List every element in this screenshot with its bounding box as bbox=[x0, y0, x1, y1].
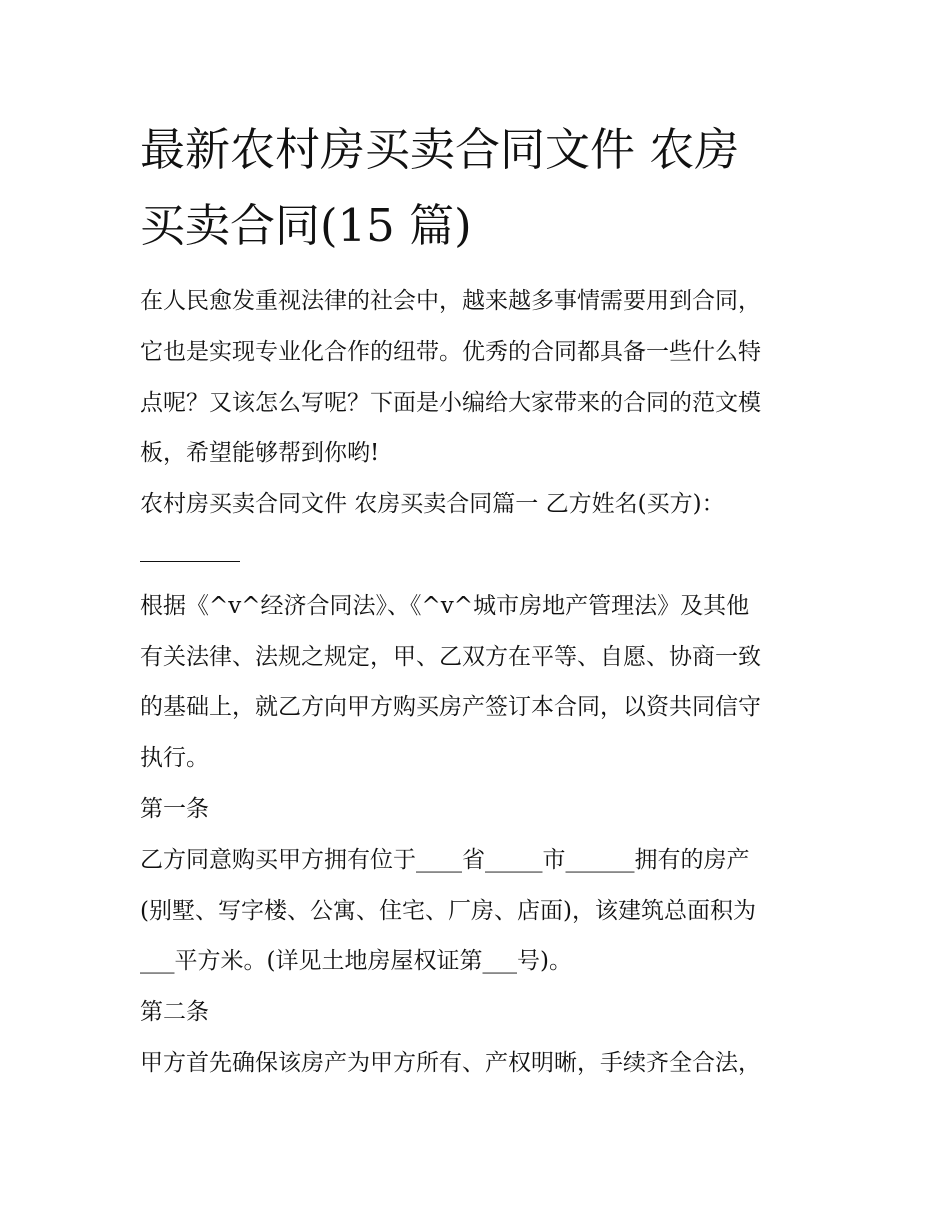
article-2-title: 第二条 bbox=[140, 999, 209, 1026]
basis-line-1: 根据《^v^经济合同法》、《^v^城市房地产管理法》及其他 bbox=[140, 592, 750, 619]
basis-line-2: 有关法律、法规之规定，甲、乙双方在平等、自愿、协商一致 bbox=[140, 643, 761, 670]
document-body bbox=[140, 276, 820, 1089]
intro-line-2: 它也是实现专业化合作的纽带。优秀的合同都具备一些什么特 bbox=[140, 338, 761, 365]
article-1-line-2: (别墅、写字楼、公寓、住宅、厂房、店面)，该建筑总面积为 bbox=[140, 897, 756, 924]
document-title bbox=[140, 112, 820, 264]
article-1-line-1: 乙方同意购买甲方拥有位于____省_____市______拥有的房产 bbox=[140, 846, 750, 873]
title-line-1: 最新农村房买卖合同文件 农房 bbox=[140, 123, 740, 176]
intro-line-1: 在人民愈发重视法律的社会中，越来越多事情需要用到合同， bbox=[140, 288, 761, 314]
article-1-line-3: ___平方米。(详见土地房屋权证第___号)。 bbox=[140, 948, 572, 975]
intro-line-3: 点呢？又该怎么写呢？下面是小编给大家带来的合同的范文模 bbox=[140, 389, 761, 416]
blank-line bbox=[140, 535, 240, 562]
title-line-2: 买卖合同(15 篇) bbox=[140, 199, 472, 252]
article-1-title: 第一条 bbox=[140, 795, 209, 822]
intro-line-4: 板，希望能够帮到你哟! bbox=[140, 440, 380, 467]
basis-line-4: 执行。 bbox=[140, 745, 209, 772]
article-2-line-1: 甲方首先确保该房产为甲方所有、产权明晰，手续齐全合法， bbox=[140, 1049, 761, 1076]
section-heading-1: 农村房买卖合同文件 农房买卖合同篇一 乙方姓名(买方)： bbox=[140, 491, 725, 518]
buyer-name-blank bbox=[140, 530, 820, 581]
basis-line-3: 的基础上，就乙方向甲方购买房产签订本合同，以资共同信守 bbox=[140, 694, 761, 721]
